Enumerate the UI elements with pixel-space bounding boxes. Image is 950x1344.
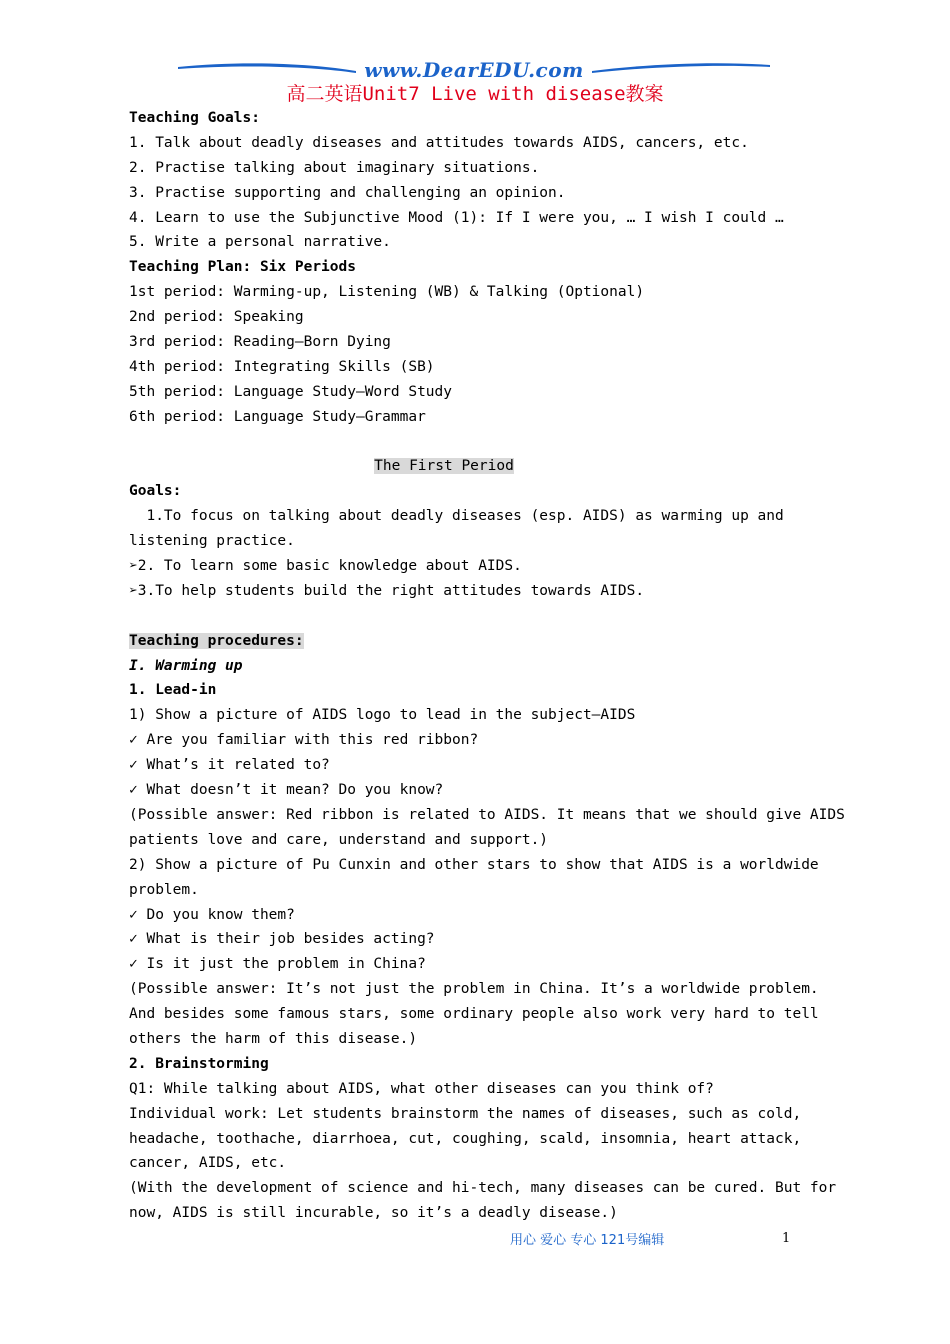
text-line <box>129 604 829 629</box>
text-line: 6th period: Language Study—Grammar <box>129 408 426 425</box>
text-line: (With the development of science and hi-tech, many diseases can be cured. But for <box>129 1180 837 1197</box>
text-line: 2. Brainstorming <box>129 1055 269 1072</box>
footer-text: 用心 爱心 专心 121号编辑 <box>510 1233 665 1248</box>
page-number: 1 <box>782 1231 791 1246</box>
text-line: headache, toothache, diarrhoea, cut, coughing, scald, insomnia, heart attack, <box>129 1130 802 1147</box>
text-line: 4th period: Integrating Skills (SB) <box>129 358 435 375</box>
procedures-heading: Teaching procedures: <box>129 632 304 649</box>
text-line: ✓ What doesn’t it mean? Do you know? <box>129 782 444 799</box>
text-line: 1) Show a picture of AIDS logo to lead in the subject—AIDS <box>129 707 636 724</box>
text-line: ✓ What’s it related to? <box>129 757 330 774</box>
text-line: 3. Practise supporting and challenging an opinion. <box>129 184 566 201</box>
text-line <box>129 629 829 654</box>
text-line: Q1: While talking about AIDS, what other diseases can you think of? <box>129 1080 714 1097</box>
text-line: ➢2. To learn some basic knowledge about AIDS. <box>129 558 522 575</box>
text-line: 3rd period: Reading—Born Dying <box>129 334 391 351</box>
text-line: Goals: <box>129 483 182 500</box>
text-line: Teaching Plan: Six Periods <box>129 259 356 276</box>
site-banner <box>176 58 772 84</box>
text-line: 2nd period: Speaking <box>129 309 304 326</box>
text-line: And besides some famous stars, some ordinary people also work very hard to tell <box>129 1006 819 1023</box>
document-body <box>129 106 845 1226</box>
text-line: problem. <box>129 881 199 898</box>
text-line: now, AIDS is still incurable, so it’s a deadly disease.) <box>129 1205 618 1222</box>
text-line: 1. Talk about deadly diseases and attitudes towards AIDS, cancers, etc. <box>129 134 749 151</box>
section-heading: The First Period <box>374 458 514 475</box>
text-line: patients love and care, understand and support.) <box>129 831 549 848</box>
text-line: 5th period: Language Study—Word Study <box>129 383 453 400</box>
text-line: ✓ Are you familiar with this red ribbon? <box>129 732 479 749</box>
text-line: ➢3.To help students build the right attitudes towards AIDS. <box>129 582 645 599</box>
text-line: 5. Write a personal narrative. <box>129 234 391 251</box>
text-line: Teaching Goals: <box>129 110 260 126</box>
text-line: listening practice. <box>129 533 295 550</box>
text-line: ✓ Do you know them? <box>129 906 295 923</box>
text-line: 1.To focus on talking about deadly diseases (esp. AIDS) as warming up and <box>129 508 784 525</box>
page-title: 高二英语Unit7 Live with disease教案 <box>286 83 664 105</box>
text-line: cancer, AIDS, etc. <box>129 1155 287 1172</box>
text-line: 2) Show a picture of Pu Cunxin and other stars to show that AIDS is a worldwide <box>129 856 819 873</box>
text-line <box>129 430 829 455</box>
text-line: I. Warming up <box>129 657 243 674</box>
text-line <box>129 454 829 479</box>
text-line: 1. Lead-in <box>129 682 217 699</box>
site-url[interactable]: www.DearEDU.com <box>364 58 584 82</box>
text-line: 1st period: Warming-up, Listening (WB) & Talking (Optional) <box>129 284 645 301</box>
text-line: ✓ Is it just the problem in China? <box>129 956 426 973</box>
text-line: 2. Practise talking about imaginary situations. <box>129 159 540 176</box>
text-line: Individual work: Let students brainstorm the names of diseases, such as cold, <box>129 1105 802 1122</box>
text-line: others the harm of this disease.) <box>129 1030 418 1047</box>
text-line: 4. Learn to use the Subjunctive Mood (1): If I were you, … I wish I could … <box>129 209 784 226</box>
text-line: (Possible answer: It’s not just the problem in China. It’s a worldwide problem. <box>129 981 819 998</box>
text-line: (Possible answer: Red ribbon is related to AIDS. It means that we should give AIDS <box>129 806 845 823</box>
text-line: ✓ What is their job besides acting? <box>129 931 435 948</box>
